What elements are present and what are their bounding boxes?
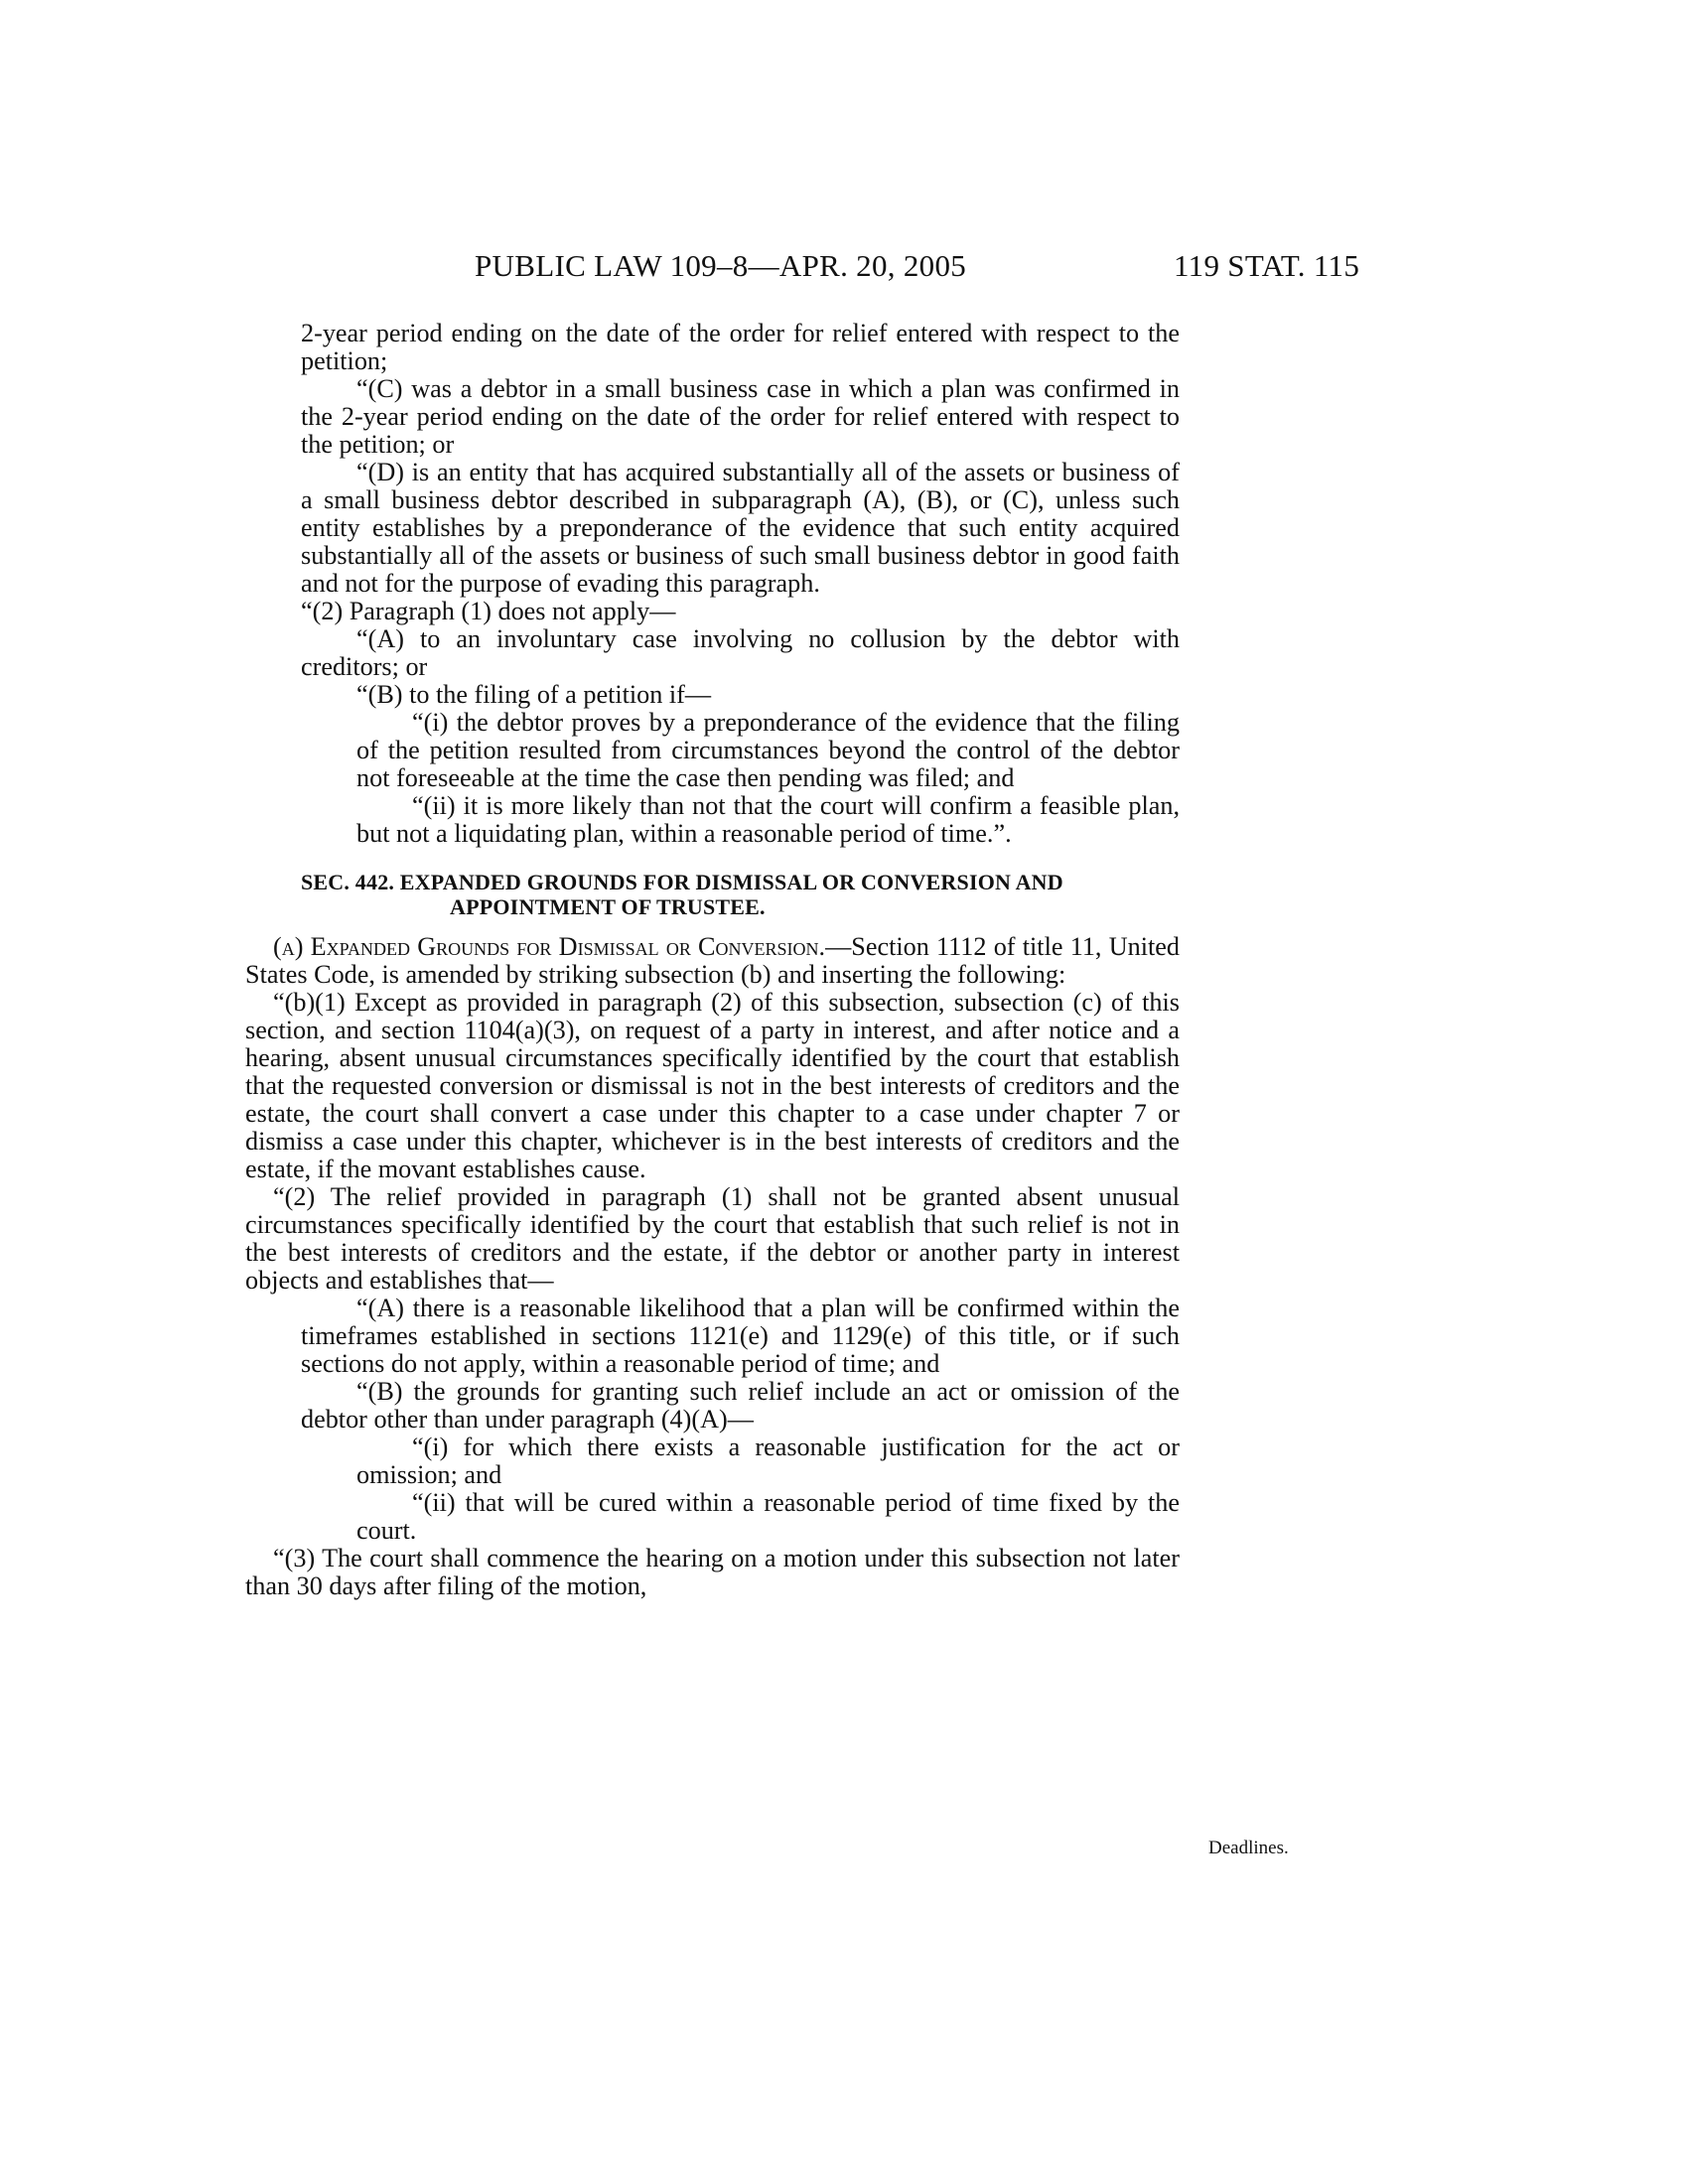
clause-b2Bi: “(i) for which there exists a reasonable justification for the act or omission; and [356, 1433, 1180, 1489]
clause-b2Bii: “(ii) that will be cured within a reasonable period of time fixed by the court. [356, 1488, 1180, 1545]
subsection-a-label: (a) Expanded Grounds for Dismissal or Conversion. [273, 932, 826, 961]
paragraph-b3: “(3) The court shall commence the hearing on a motion under this subsection not later than 30 days after filing of the motion, [245, 1544, 1180, 1600]
document-body [245, 319, 1180, 1600]
paragraph-2: “(2) Paragraph (1) does not apply— [301, 597, 676, 625]
paragraph-2A: “(A) to an involuntary case involving no collusion by the debtor with creditors; or [301, 624, 1180, 681]
header-title: PUBLIC LAW 109–8—APR. 20, 2005 [475, 248, 967, 283]
paragraph-C: “(C) was a debtor in a small business case in which a plan was confirmed in the 2-year period ending on the date of the order for relief entered with respect to the petition; or [301, 374, 1180, 459]
paragraph: 2-year period ending on the date of the order for relief entered with respect to the petition; [301, 319, 1180, 375]
subsection-a-text: —Section 1112 of title 11, United States Code, is amended by striking subsection (b) and inserting the following: [245, 932, 1180, 989]
paragraph-2B: “(B) to the filing of a petition if— [356, 680, 712, 709]
clause-ii: “(ii) it is more likely than not that the court will confirm a feasible plan, but not a liquidating plan, within a reasonable period of time.”. [356, 791, 1180, 848]
section-heading: SEC. 442. EXPANDED GROUNDS FOR DISMISSAL OR CONVERSION AND APPOINTMENT OF TRUSTEE. [301, 870, 1063, 919]
page-number: 119 STAT. 115 [1174, 248, 1360, 283]
subsection-a [245, 933, 1180, 989]
clause-i: “(i) the debtor proves by a preponderance of the evidence that the filing of the petition resulted from circumstances beyond the control of the debtor not foreseeable at the time the case then pending was filed; and [356, 708, 1180, 792]
running-header [0, 248, 1688, 288]
paragraph-b2A: “(A) there is a reasonable likelihood that a plan will be confirmed within the timeframes established in sections 1121(e) and 1129(e) of this title, or if such sections do not apply, within a reasonable period of time; and [301, 1294, 1180, 1378]
paragraph-b2B: “(B) the grounds for granting such relief include an act or omission of the debtor other than under paragraph (4)(A)— [301, 1377, 1180, 1433]
paragraph-D: “(D) is an entity that has acquired substantially all of the assets or business of a small business debtor described in subparagraph (A), (B), or (C), unless such entity establishes by a preponderance of the evidence that such entity acquired substantially all of the assets or business of such small business debtor in good faith and not for the purpose of evading this paragraph. [301, 458, 1180, 598]
paragraph-b1: “(b)(1) Except as provided in paragraph (2) of this subsection, subsection (c) of this section, and section 1104(a)(3), on request of a party in interest, and after notice and a hearing, absent unusual circumstances specifically identified by the court that establish that the requested conversion or dismissal is not in the best interests of creditors and the estate, the court shall convert a case under this chapter to a case under chapter 7 or dismiss a case under this chapter, whichever is in the best interests of creditors and the estate, if the movant establishes cause. [245, 988, 1180, 1183]
paragraph-b2: “(2) The relief provided in paragraph (1) shall not be granted absent unusual circumstances specifically identified by the court that establish that such relief is not in the best interests of creditors and the estate, if the debtor or another party in interest objects and establishes that— [245, 1182, 1180, 1295]
margin-note-deadlines: Deadlines. [1208, 1838, 1289, 1858]
